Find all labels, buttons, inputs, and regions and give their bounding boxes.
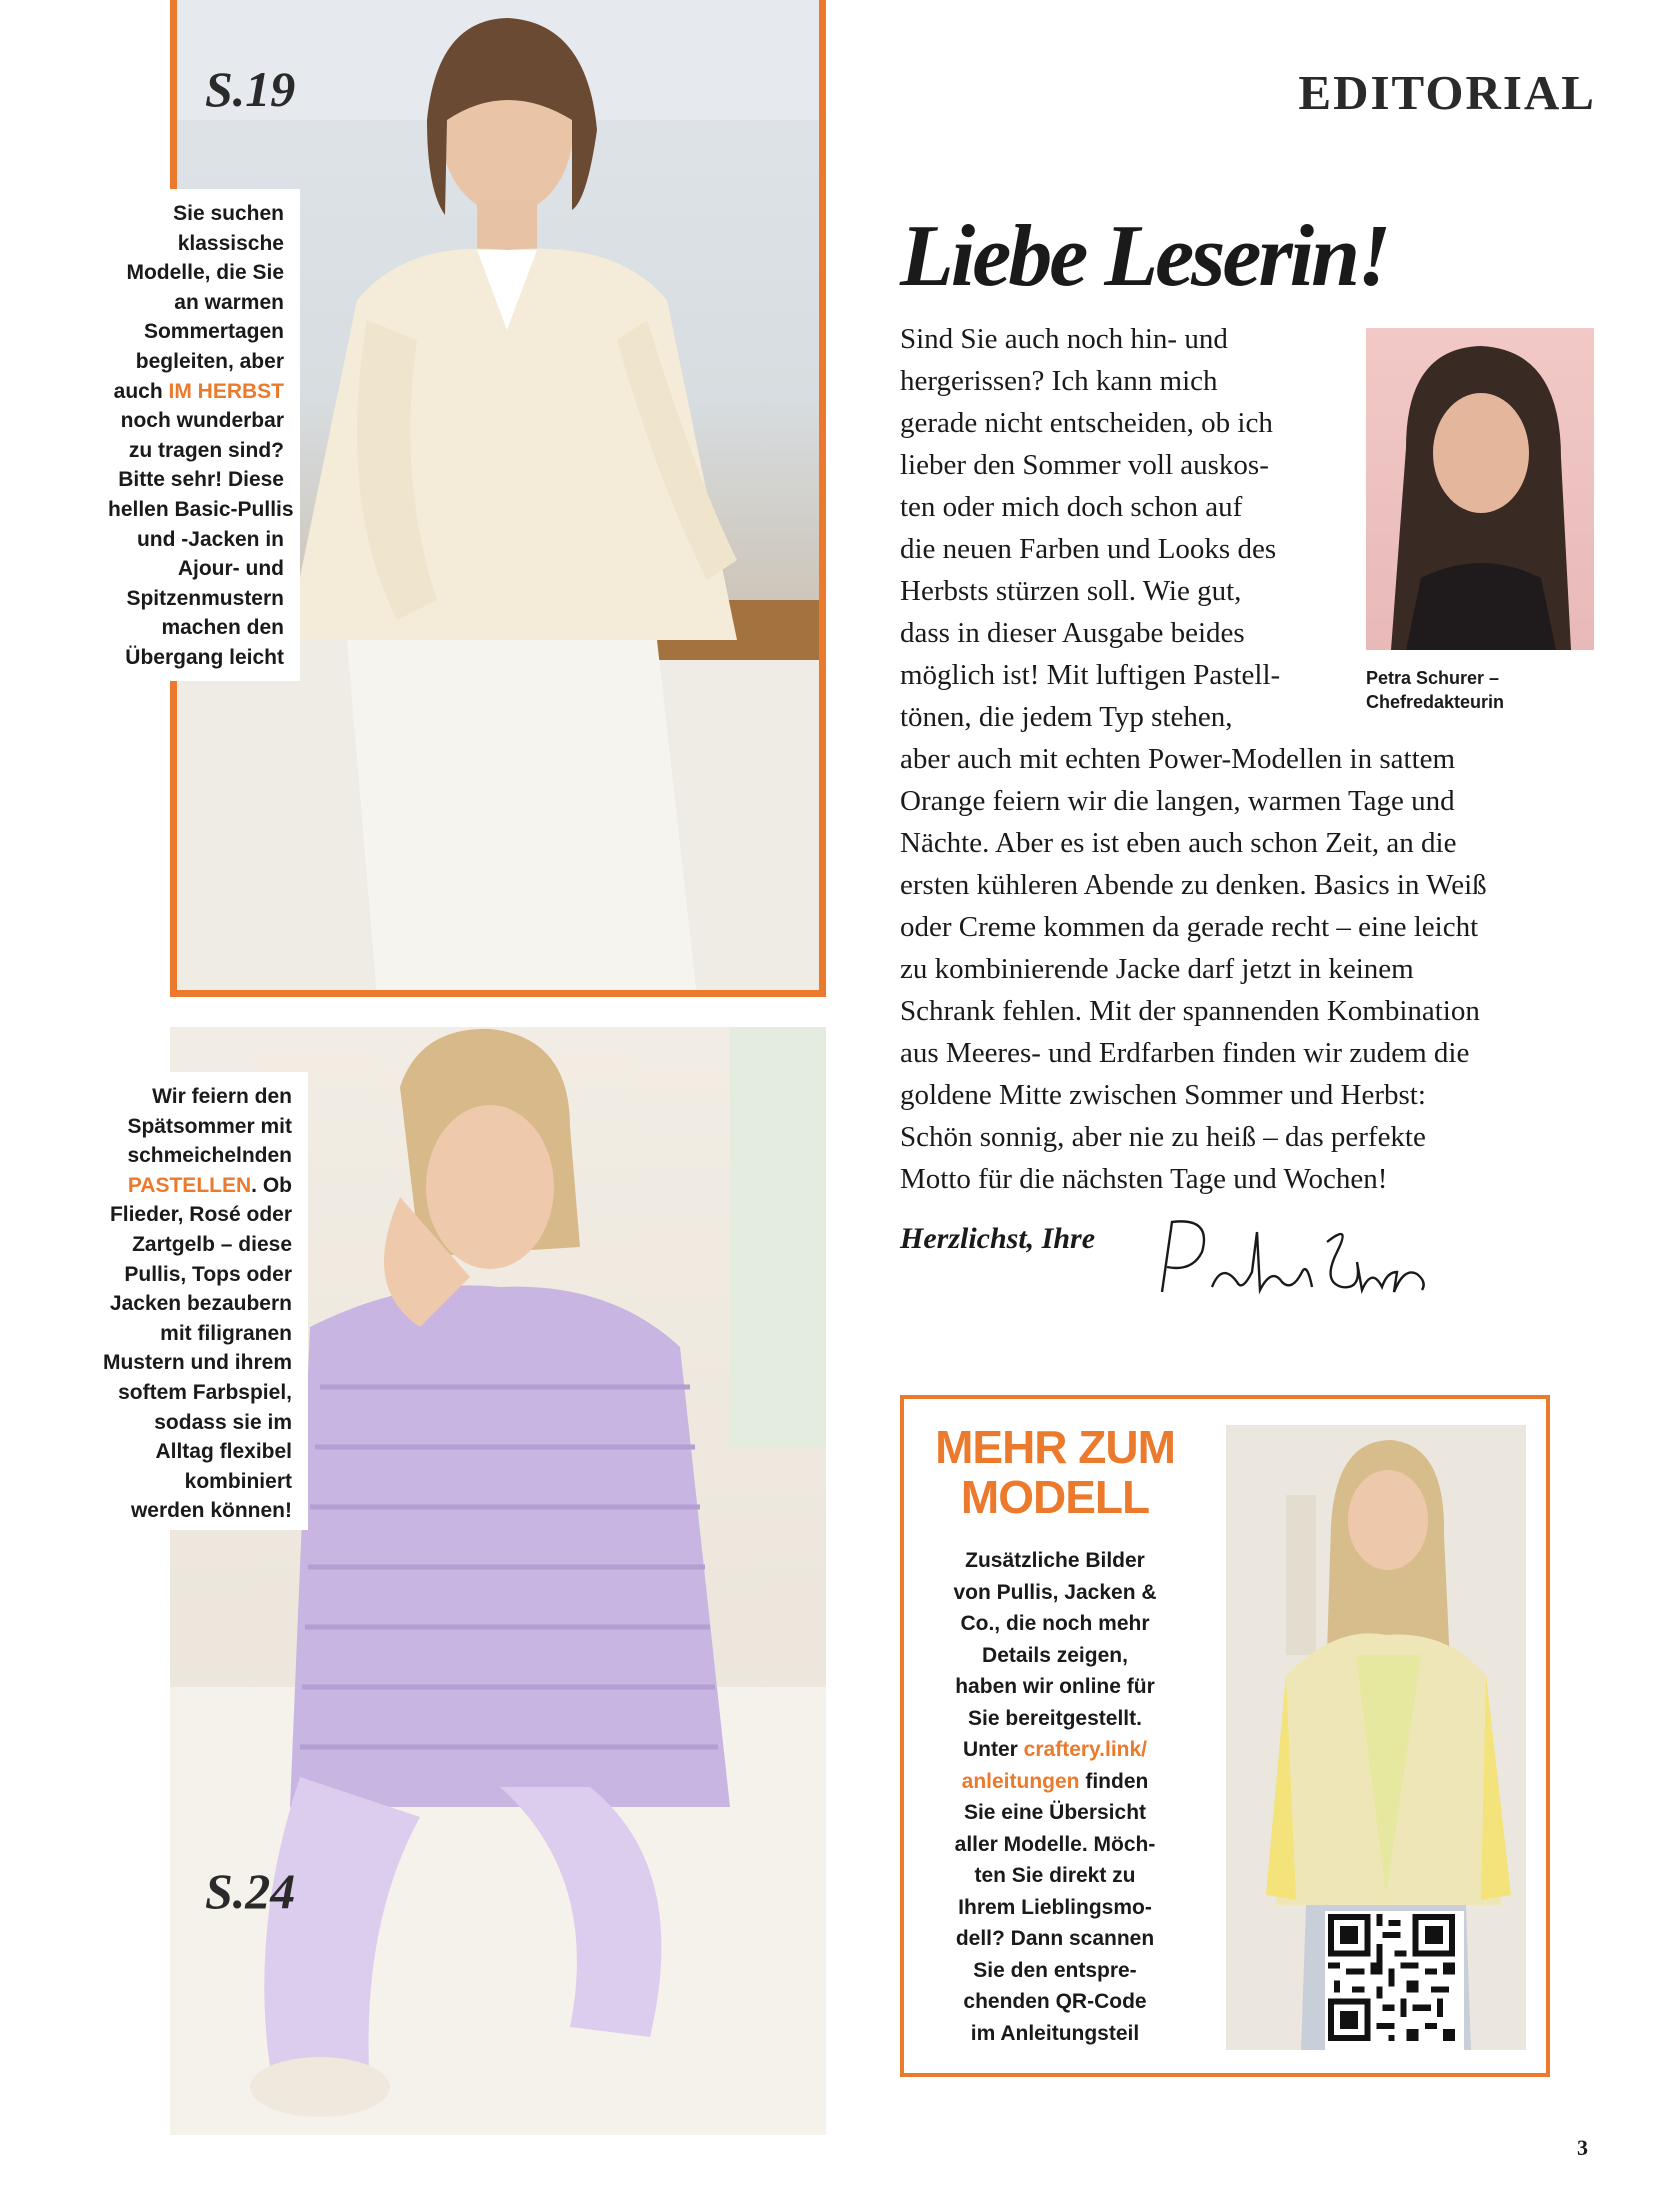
handwritten-signature bbox=[1142, 1212, 1442, 1327]
section-label: EDITORIAL bbox=[1298, 65, 1596, 120]
signoff: Herzlichst, Ihre bbox=[900, 1222, 1096, 1255]
caption-text: Sie suchen klassische Modelle, die Sie an warmen Sommertagen begleiten, aber auch bbox=[113, 202, 284, 403]
intro-line: dass in dieser Ausgabe beides bbox=[900, 617, 1245, 649]
intro-line: die neuen Farben und Looks des bbox=[900, 533, 1277, 565]
info-link[interactable]: craftery.link/ anleitungen bbox=[961, 1738, 1148, 1793]
editorial-intro bbox=[900, 318, 1280, 738]
body-line: oder Creme kommen da gerade recht – eine leicht bbox=[900, 911, 1479, 943]
body-line: Nächte. Aber es ist eben auch schon Zeit, an die bbox=[900, 827, 1457, 859]
body-line: Schön sonnig, aber nie zu heiß – das perfekte bbox=[900, 1121, 1426, 1153]
qr-code[interactable] bbox=[1325, 1911, 1464, 2050]
portrait-illustration bbox=[1366, 328, 1594, 650]
intro-line: möglich ist! Mit luftigen Pastell- bbox=[900, 659, 1281, 691]
photo2-caption bbox=[70, 1072, 308, 1530]
headline: Liebe Leserin! bbox=[900, 208, 1389, 305]
info-box-title: MEHR ZUM MODELL bbox=[935, 1421, 1175, 1523]
caption-text: . Ob Flieder, Rosé oder Zartgelb – diese Pullis, Tops oder Jacken bezaubern mit filigranen Mustern und ihrem softem Farbspiel, sodass sie im Alltag flexibel kombiniert werden können! bbox=[102, 1173, 292, 1523]
page-number: 3 bbox=[1577, 2135, 1588, 2160]
caption-text: noch wunderbar zu tragen sind? Bitte sehr! Diese hellen Basic-Pullis und -Jacken in Ajour- und Spitzenmustern machen den Übergang leicht bbox=[108, 409, 294, 669]
intro-line: gerade nicht entscheiden, ob ich bbox=[900, 407, 1273, 439]
page-reference-s24: S.24 bbox=[205, 1863, 296, 1919]
info-box-text bbox=[920, 1545, 1190, 2049]
info-text: Zusätzliche Bilder von Pullis, Jacken & Co., die noch mehr Details zeigen, haben wir online für Sie bereitgestellt. Unter bbox=[953, 1549, 1157, 1761]
body-line: Motto für die nächsten Tage und Wochen! bbox=[900, 1163, 1388, 1195]
photo1-caption bbox=[98, 189, 300, 681]
intro-line: lieber den Sommer voll auskos- bbox=[900, 449, 1269, 481]
info-text: finden Sie eine Übersicht aller Modelle. Möch- ten Sie direkt zu Ihrem Lieblingsmo- dell? Dann scannen Sie den entspre- chenden QR-Code im Anleitungsteil bbox=[954, 1769, 1156, 2045]
body-line: aus Meeres- und Erdfarben finden wir zudem die bbox=[900, 1037, 1470, 1069]
portrait-caption: Petra Schurer – Chefredakteurin bbox=[1366, 668, 1505, 712]
caption-text: Wir feiern den Spätsommer mit schmeichelnden bbox=[127, 1085, 292, 1168]
body-line: ersten kühleren Abende zu denken. Basics in Weiß bbox=[900, 869, 1487, 901]
qr-code-graphic bbox=[1328, 1914, 1455, 2041]
intro-line: ten oder mich doch schon auf bbox=[900, 491, 1243, 523]
intro-line: tönen, die jedem Typ stehen, bbox=[900, 701, 1233, 733]
intro-line: Sind Sie auch noch hin- und bbox=[900, 323, 1228, 355]
body-line: Orange feiern wir die langen, warmen Tage und bbox=[900, 785, 1455, 817]
caption-highlight: IM HERBST bbox=[168, 379, 284, 403]
editor-portrait bbox=[1366, 328, 1594, 650]
body-line: zu kombinierende Jacke darf jetzt in keinem bbox=[900, 953, 1414, 985]
body-line: Schrank fehlen. Mit der spannenden Kombination bbox=[900, 995, 1480, 1027]
editorial-body bbox=[900, 738, 1487, 1200]
page-reference-s19: S.19 bbox=[205, 61, 296, 117]
body-line: goldene Mitte zwischen Sommer und Herbst: bbox=[900, 1079, 1426, 1111]
intro-line: Herbsts stürzen soll. Wie gut, bbox=[900, 575, 1242, 607]
signature-drawing bbox=[1142, 1212, 1442, 1322]
caption-highlight: PASTELLEN bbox=[127, 1173, 252, 1197]
body-line: aber auch mit echten Power-Modellen in sattem bbox=[900, 743, 1456, 775]
intro-line: hergerissen? Ich kann mich bbox=[900, 365, 1218, 397]
